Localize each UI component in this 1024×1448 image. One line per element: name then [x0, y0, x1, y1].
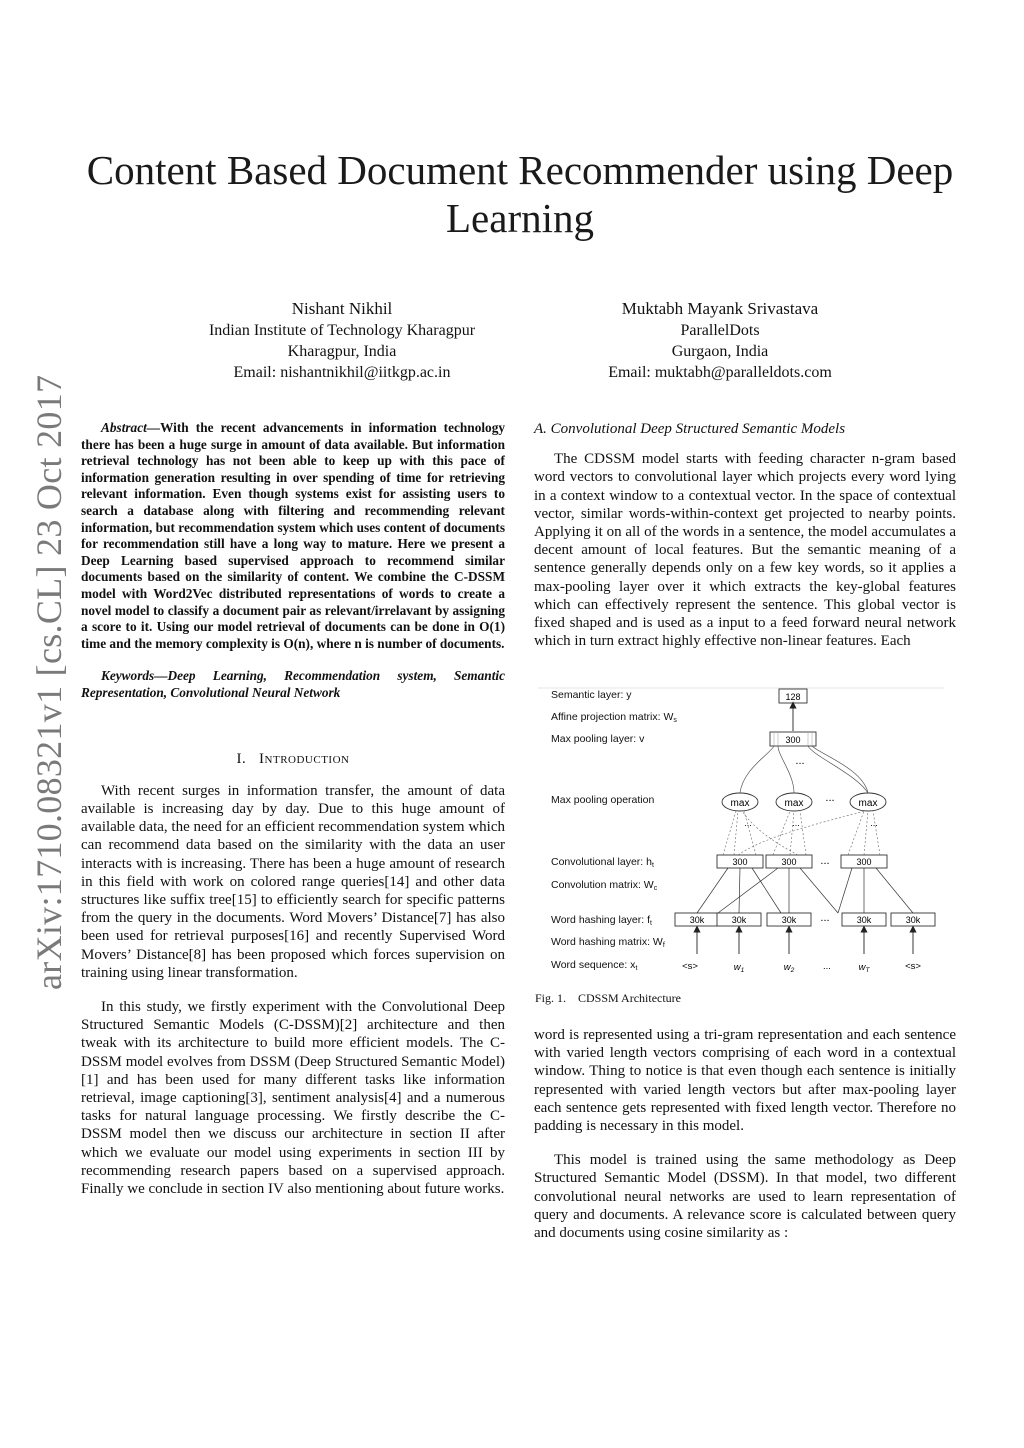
- svg-text:max: max: [784, 798, 804, 809]
- svg-text:max: max: [730, 798, 750, 809]
- max-ellipsis: ...: [825, 792, 835, 804]
- svg-text:30k: 30k: [905, 915, 921, 925]
- conv-max-ellipsis-1: ...: [744, 818, 752, 828]
- author-affiliation: ParallelDots: [680, 322, 760, 339]
- subsection-heading: A. Convolutional Deep Structured Semantic Models: [534, 421, 846, 437]
- hash-ellipsis: ...: [820, 912, 830, 924]
- label-word-sequence: Word sequence: xt: [551, 959, 638, 972]
- section-number: I.: [236, 750, 247, 767]
- hash-box-2: [717, 913, 761, 926]
- word-T: $w_T$: [858, 962, 870, 974]
- cdssm-architecture-figure: [538, 684, 944, 984]
- conv-max-ellipsis-2: ...: [792, 818, 800, 828]
- svg-text:300: 300: [856, 857, 872, 867]
- conv-max-ellipsis-3: ...: [870, 818, 878, 828]
- author-block-1: [172, 298, 512, 383]
- paper-title: Content Based Document Recommender using Deep Learning: [86, 147, 954, 241]
- continuation-paragraph-2: This model is trained using the same methodology as Deep Structured Semantic Model (DSSM). In that model, two different convolutional neural networks are used to learn representation of query and documents. A relevance score is calculated between query and documents using cosine similarity as :: [534, 1152, 956, 1242]
- conv-box-1: [717, 855, 763, 868]
- figure-caption: [535, 991, 681, 1006]
- author-email: Email: nishantnikhil@iitkgp.ac.in: [233, 364, 451, 381]
- conv-box-2: [766, 855, 812, 868]
- left-column: [81, 420, 505, 1198]
- svg-text:30k: 30k: [731, 915, 747, 925]
- max-pooling-size: 300: [785, 735, 801, 745]
- caption-text: CDSSM Architecture: [578, 991, 682, 1005]
- label-conv-layer: Convolutional layer: ht: [551, 856, 654, 869]
- arxiv-stamp: arXiv:1710.08321v1 [cs.CL] 23 Oct 2017: [29, 374, 69, 990]
- hash-box-1: [675, 913, 719, 926]
- word-end-token: <s>: [905, 961, 921, 972]
- hash-to-conv-lines: [697, 868, 913, 913]
- label-max-pooling-layer: Max pooling layer: v: [551, 733, 645, 745]
- word-start-token: <s>: [682, 961, 698, 972]
- intro-paragraph-1: With recent surges in information transfer, the amount of data available is increasing day by day. Due to this huge amount of available data, the need for an efficient recommendation system which can recommend data based on the similarity with the data an user interacts with is increasing. There has been a huge amount of research in this field with work on colored range queries[14] and other data structures like suffix tree[15] to efficiently search for specific patterns from the query in the documents. Word Movers’ Distance[7] has also been used for retrieval purposes[16] and recently Supervised Word Movers’ Distance[8] has been proposed which forces supervision on training using linear transformation.: [81, 782, 505, 981]
- keywords: Keywords—Deep Learning, Recommendation system, Semantic Representation, Convolutional Neural Network: [81, 668, 505, 700]
- svg-text:30k: 30k: [856, 915, 872, 925]
- cdssm-paragraph: The CDSSM model starts with feeding character n-gram based word vectors to convolutional layer which projects every word lying in a context window to a contextual vector. In the space of contextual vector, similar words-within-context get projected to nearby points. Applying it on all of the words in a sentence, the model accumulates a decent amount of local features. But the semantic meaning of a sentence generally depends only on a few key words, so it applies a max-pooling layer over it which extracts the key-global features which can effectively represent the sentence. This global vector is fixed shaped and is used as a input to a feed forward neural network which in turn extract highly effective non-linear features. Each: [534, 451, 956, 650]
- max-to-pool-curves: [740, 746, 868, 793]
- max-pool-ellipsis: ...: [795, 755, 805, 767]
- author-name: Nishant Nikhil: [291, 299, 393, 318]
- conv-box-3: [841, 855, 887, 868]
- word-ellipsis: ...: [823, 961, 831, 972]
- section-heading: [81, 750, 505, 768]
- hash-box-3: [767, 913, 811, 926]
- label-affine-matrix: Affine projection matrix: Ws: [551, 711, 677, 724]
- svg-text:max: max: [858, 798, 878, 809]
- hash-box-4: [842, 913, 886, 926]
- author-name: Muktabh Mayank Srivastava: [621, 299, 819, 318]
- author-block-2: [560, 298, 880, 383]
- label-hash-layer: Word hashing layer: ft: [551, 914, 652, 927]
- semantic-size: 128: [785, 692, 801, 702]
- max-node-2: [776, 793, 812, 811]
- svg-text:30k: 30k: [689, 915, 705, 925]
- abstract: [81, 420, 505, 652]
- right-column-top: [534, 420, 956, 650]
- svg-text:300: 300: [781, 857, 797, 867]
- label-hash-matrix: Word hashing matrix: Wf: [551, 936, 665, 949]
- label-conv-matrix: Convolution matrix: Wc: [551, 879, 658, 892]
- intro-paragraph-2: In this study, we firstly experiment with the Convolutional Deep Structured Semantic Models (C-DSSM)[2] architecture and then tweak with its architecture to build more efficient models. The C-DSSM model evolves from DSSM (Deep Structured Semantic Model)[1] and has been used for many different tasks like information retrieval, image captioning[3], sentiment analysis[4] and a numerous tasks for natural language processing. We firstly describe the C-DSSM model then we discuss our architecture in section II after which we evaluate our model using experiments in section III by recommending research papers based on a supervised approach. Finally we conclude in section IV also mentioning about future works.: [81, 998, 505, 1197]
- caption-label: Fig. 1.: [535, 991, 567, 1005]
- author-email: Email: muktabh@paralleldots.com: [608, 364, 832, 381]
- max-node-1: [722, 793, 758, 811]
- conv-ellipsis: ...: [820, 855, 830, 867]
- abstract-lead: Abstract—: [101, 420, 161, 435]
- max-node-3: [850, 793, 886, 811]
- author-location: Kharagpur, India: [287, 343, 397, 360]
- hash-box-5: [891, 913, 935, 926]
- label-semantic-layer: Semantic layer: y: [551, 689, 632, 701]
- author-location: Gurgaon, India: [671, 343, 769, 360]
- label-max-pooling-operation: Max pooling operation: [551, 794, 655, 806]
- word-2: $w_2$: [783, 962, 795, 974]
- svg-text:30k: 30k: [781, 915, 797, 925]
- author-affiliation: Indian Institute of Technology Kharagpur: [208, 322, 476, 339]
- svg-text:300: 300: [732, 857, 748, 867]
- cdssm-diagram: [538, 684, 944, 984]
- word-1: $w_1$: [733, 962, 745, 974]
- right-column-bottom: [534, 1026, 956, 1242]
- abstract-text: With the recent advancements in information technology there has been a huge surge in amount of data available. But information retrieval technology has not been able to keep up with this pace of information generation resulting in over spending of time for retrieving relevant information. Even though systems exist for assisting users to search a database along with filtering and recommending relevant information, but recommendation system which uses content of documents for recommendation still have a long way to mature. Here we present a Deep Learning based supervised approach to recommend similar documents based on the similarity of content. We combine the C-DSSM model with Word2Vec distributed representations of words to create a novel model to classify a document pair as relevant/irrelavant by assigning a score to it. Using our model retrieval of documents can be done in O(1) time and the memory complexity is O(n), where n is number of documents.: [81, 420, 505, 651]
- continuation-paragraph-1: word is represented using a tri-gram representation and each sentence with varied length vectors comprising of each word in a contextual window. Thing to notice is that even though each sentence is initially represented with varied length vectors but after max-pooling layer each sentence gets represented with fixed length vector. Therefore no padding is necessary in this model.: [534, 1027, 956, 1135]
- word-arrows: [697, 929, 913, 954]
- section-title: Introduction: [259, 750, 350, 767]
